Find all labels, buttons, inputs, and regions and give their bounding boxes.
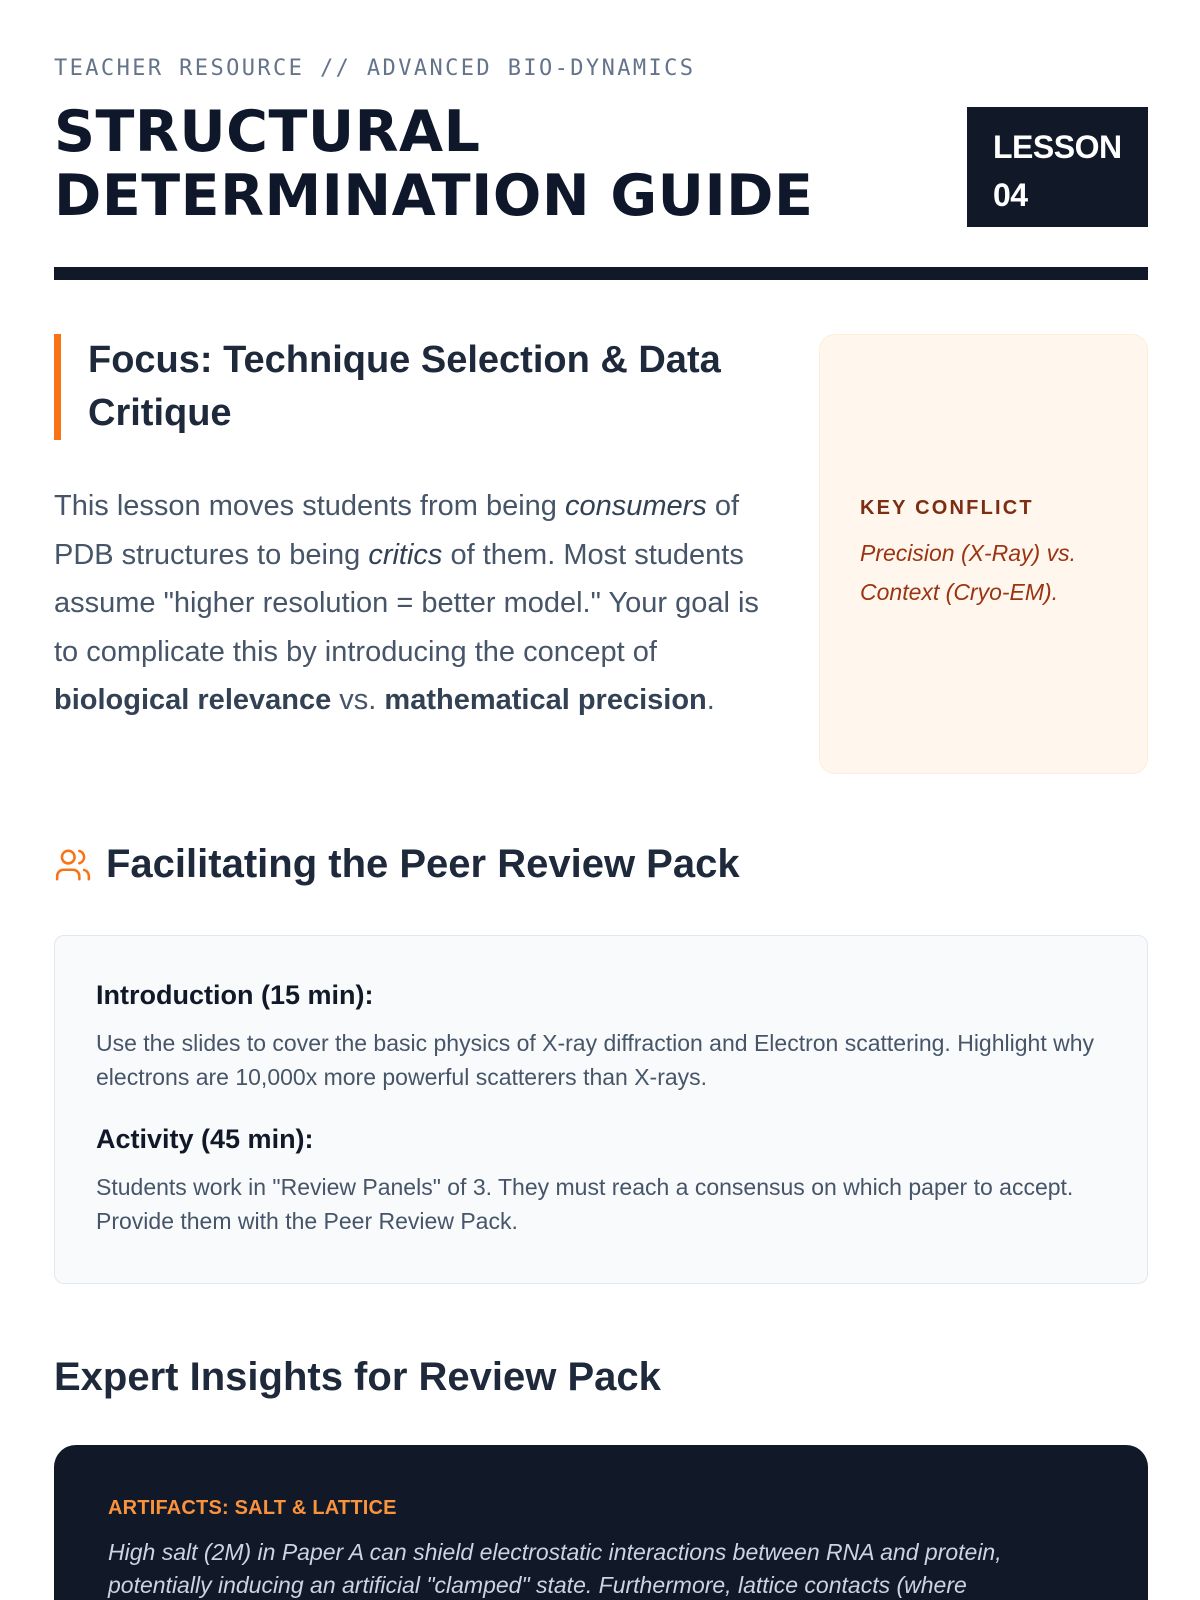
focus-body-text-4: vs.	[331, 684, 385, 716]
insight-card	[54, 1445, 1148, 1600]
facilitation-step	[96, 980, 1106, 1094]
insight-text: High salt (2M) in Paper A can shield electrostatic interactions between RNA and protein, potentially inducing an artificial "clamped" state. Furthermore, lattice contacts (where	[108, 1539, 1002, 1598]
facilitation-title: Facilitating the Peer Review Pack	[106, 842, 740, 886]
facilitation-step	[96, 1124, 1106, 1238]
insight-label: ARTIFACTS: SALT & LATTICE	[108, 1497, 397, 1519]
key-conflict-label: KEY CONFLICT	[860, 496, 1034, 519]
focus-heading-block	[54, 334, 794, 440]
focus-body-text-3: of them. Most students assume "higher resolution = better model." Your goal is to complicate this by introducing the concept of	[54, 538, 759, 668]
lesson-badge-label: LESSON	[993, 129, 1122, 165]
focus-body-text-1: This lesson moves students from being	[54, 490, 565, 522]
focus-body-emphasis-consumers: consumers	[564, 490, 707, 522]
users-icon	[54, 846, 92, 884]
step-text: Students work in "Review Panels" of 3. They must reach a consensus on which paper to accept. Provide them with the Peer Review Pack.	[96, 1174, 1074, 1234]
facilitation-steps-card	[54, 935, 1148, 1284]
page-title-line-2: DETERMINATION GUIDE	[54, 163, 814, 229]
header-divider	[54, 267, 1148, 280]
focus-body	[54, 482, 784, 725]
lesson-badge	[967, 107, 1148, 227]
step-title: Activity (45 min):	[96, 1124, 314, 1154]
resource-kicker: TEACHER RESOURCE // ADVANCED BIO-DYNAMICS	[54, 56, 696, 81]
page-title	[54, 100, 904, 228]
teacher-guide-page	[54, 0, 1148, 1600]
focus-body-text-2: of PDB structures to being	[54, 490, 740, 571]
key-conflict-card	[819, 334, 1148, 774]
focus-body-emphasis-critics: critics	[368, 538, 443, 571]
page-title-line-1: STRUCTURAL	[54, 99, 481, 165]
facilitation-heading	[54, 842, 740, 887]
step-title: Introduction (15 min):	[96, 980, 374, 1010]
expert-insights-title: Expert Insights for Review Pack	[54, 1355, 661, 1399]
focus-body-text-5: .	[706, 684, 715, 716]
focus-body-strong-biological-relevance: biological relevance	[54, 684, 332, 716]
step-text: Use the slides to cover the basic physics of X-ray diffraction and Electron scattering. Highlight why electrons are 10,000x more powerful scatterers than X-rays.	[96, 1030, 1094, 1090]
lesson-badge-number: 04	[993, 177, 1028, 213]
focus-body-strong-mathematical-precision: mathematical precision	[384, 684, 707, 716]
key-conflict-text: Precision (X-Ray) vs. Context (Cryo-EM).	[860, 539, 1076, 605]
focus-title: Focus: Technique Selection & Data Critique	[88, 339, 721, 434]
